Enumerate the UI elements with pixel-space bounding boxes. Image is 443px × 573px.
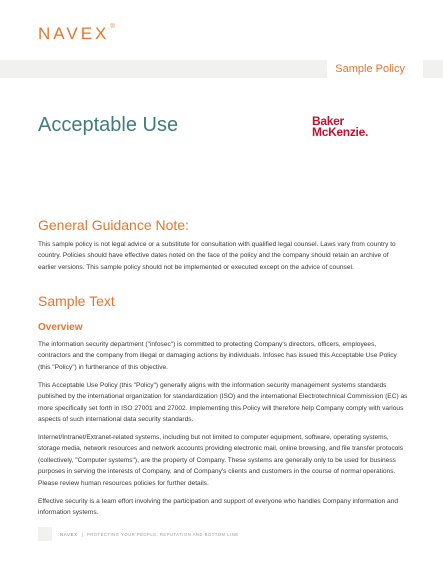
overview-paragraph-2: This Acceptable Use Policy (this "Policy") generally aligns with the information security management systems standards published by the international organization for standardization (ISO) and the international Electrotechnical Commission (EC) as more specifically set forth in ISO 27001 and 27002. Implementing this Policy will therefore help Company comply with various aspects of such international data security standards. [38,382,408,424]
navex-logo-text: NAVEX [38,24,110,43]
trademark-symbol: ® [110,24,115,30]
guidance-paragraph: This sample policy is not legal advice or a substitute for consultation with qualified legal counsel. Laws vary from country to country. Policies should have effective dates noted on the face of the policy and the company should retain an archive of earlier versions. This sample policy should not be implemented or executed except on the advice of counsel. [38,241,396,271]
footer-block [38,527,52,541]
baker-mckenzie-logo [312,116,384,138]
footer-tagline: PROTECTING YOUR PEOPLE, REPUTATION AND BOTTOM LINE [86,531,239,537]
page-footer [38,527,238,541]
footer-separator: | [81,531,83,537]
sample-text-heading: Sample Text [38,293,115,309]
overview-heading: Overview [38,322,83,333]
navex-logo [38,24,115,44]
sample-policy-label-box [327,60,423,78]
overview-paragraph-1: The information security department ("infosec") is committed to protecting Company's directors, officers, employees, contractors and the company from illegal or damaging actions by individuals. Infosec has issued this Acceptable Use Policy (this "Policy") in furtherance of this objective. [38,341,397,371]
guidance-heading: General Guidance Note: [38,217,189,233]
document-title: Acceptable Use [38,114,179,136]
overview-paragraph-4: Effective security is a team effort involving the participation and support of everyone who handles Company information and information systems. [38,498,399,517]
sample-policy-label: Sample Policy [335,63,405,75]
footer-brand: NAVEX [60,531,78,537]
baker-mckenzie-logo-line1: Baker [312,114,344,128]
overview-paragraph-3: Internet/Intranet/Extranet-related systems, including but not limited to computer equipment, software, operating systems, storage media, network resources and network accounts providing electronic mail, online browsing, and file transfer protocols (collectively, "Computer systems"), are the property of Company. These systems are generally only to be used for business purposes in serving the interests of Company, and of Company's clients and customers in the course of normal operations. Please review human resources policies for further details. [38,434,404,487]
sample-bar-end-block [425,60,443,78]
sample-policy-bar [0,60,443,78]
baker-mckenzie-logo-line2: McKenzie. [312,125,368,139]
